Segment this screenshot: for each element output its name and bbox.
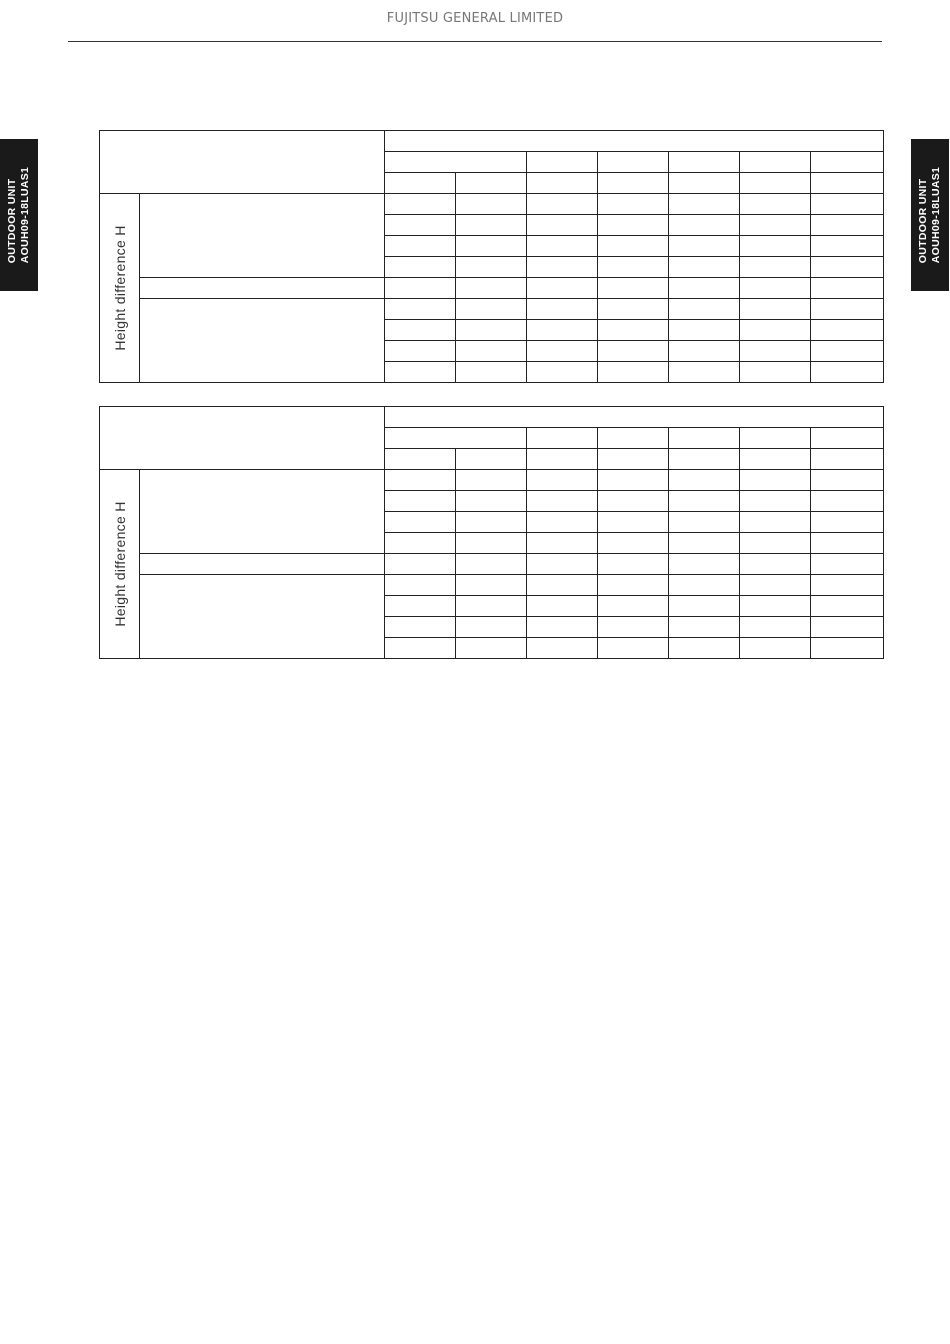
table-cell: [456, 596, 527, 617]
table-cell: [669, 470, 740, 491]
table-cell: [598, 554, 669, 575]
table-cell: [669, 215, 740, 236]
row-group-label-cell: [100, 470, 140, 659]
row-subgroup-cell: [140, 299, 385, 383]
table-cell: [740, 617, 811, 638]
table-cell: [669, 617, 740, 638]
table-cell: [740, 341, 811, 362]
table-cell: [669, 638, 740, 659]
table-cell: [456, 638, 527, 659]
table-cell: [456, 341, 527, 362]
table-cell: [527, 533, 598, 554]
table-cell: [740, 638, 811, 659]
table-cell: [740, 575, 811, 596]
side-tab-left-text: [6, 167, 32, 263]
table-cell: [527, 470, 598, 491]
table-cell: [811, 596, 884, 617]
table-cell: [598, 257, 669, 278]
table-cell: [456, 362, 527, 383]
table-cell: [811, 236, 884, 257]
table-cell: [385, 236, 456, 257]
header-cell: [527, 449, 598, 470]
side-tab-left-line1: OUTDOOR UNIT: [6, 178, 18, 264]
table-cell: [669, 299, 740, 320]
table-cell: [527, 257, 598, 278]
side-tab-left-line2: AOUH09-18LUAS1: [19, 166, 31, 264]
column-group-header-cell: [385, 407, 884, 428]
header-cell: [456, 173, 527, 194]
table-cell: [456, 236, 527, 257]
table-cell: [527, 638, 598, 659]
table-cell: [527, 278, 598, 299]
table-cell: [385, 362, 456, 383]
table-cell: [598, 299, 669, 320]
table-cell: [385, 575, 456, 596]
table-cell: [811, 638, 884, 659]
table-cell: [385, 341, 456, 362]
table-cell: [740, 491, 811, 512]
table-cell: [598, 533, 669, 554]
table-cell: [456, 470, 527, 491]
table-cell: [527, 575, 598, 596]
table-cell: [669, 512, 740, 533]
table-cell: [456, 299, 527, 320]
header-cell: [740, 173, 811, 194]
table-cell: [811, 215, 884, 236]
table-cell: [456, 257, 527, 278]
row-subgroup-cell: [140, 575, 385, 659]
table-row: [100, 470, 884, 491]
table-cell: [527, 491, 598, 512]
table-cell: [598, 596, 669, 617]
table-cell: [811, 533, 884, 554]
side-tab-right-line1: OUTDOOR UNIT: [917, 178, 929, 264]
table-cell: [740, 320, 811, 341]
table-cell: [811, 617, 884, 638]
table-cell: [669, 194, 740, 215]
header-cell: [740, 449, 811, 470]
table-cell: [598, 278, 669, 299]
row-subgroup-cell: [140, 554, 385, 575]
table-cell: [740, 533, 811, 554]
table-cell: [669, 236, 740, 257]
table-cell: [669, 278, 740, 299]
table-cell: [811, 278, 884, 299]
side-tab-left: [0, 139, 38, 291]
table-cell: [385, 617, 456, 638]
table-cell: [740, 299, 811, 320]
table-cell: [811, 554, 884, 575]
table-cell: [669, 533, 740, 554]
table-cell: [669, 575, 740, 596]
table-cell: [385, 278, 456, 299]
header-cell: [811, 449, 884, 470]
header-cell: [527, 173, 598, 194]
row-group-label-cell: [100, 194, 140, 383]
table-row: [100, 575, 884, 596]
table-cell: [527, 362, 598, 383]
row-subgroup-cell: [140, 470, 385, 554]
table-cell: [740, 257, 811, 278]
table-cell: [385, 596, 456, 617]
table-cell: [598, 194, 669, 215]
table-cell: [456, 278, 527, 299]
table-cell: [456, 512, 527, 533]
table-cell: [740, 194, 811, 215]
header-cell: [740, 152, 811, 173]
table-cell: [740, 596, 811, 617]
table-cell: [598, 320, 669, 341]
table-cell: [811, 341, 884, 362]
header-cell: [669, 173, 740, 194]
header-cell: [385, 173, 456, 194]
table-cell: [669, 362, 740, 383]
header-cell: [456, 449, 527, 470]
table-cell: [598, 638, 669, 659]
table-cell: [385, 638, 456, 659]
table-cell: [456, 320, 527, 341]
table-cell: [598, 236, 669, 257]
table-cell: [740, 215, 811, 236]
table-cell: [456, 554, 527, 575]
table-cell: [669, 341, 740, 362]
table-cell: [669, 596, 740, 617]
table-cell: [811, 575, 884, 596]
table-cell: [740, 236, 811, 257]
side-tab-right: [911, 139, 949, 291]
header-cell: [669, 428, 740, 449]
header-cell: [811, 152, 884, 173]
table-cell: [527, 341, 598, 362]
table-cell: [385, 299, 456, 320]
table-cell: [456, 617, 527, 638]
header-divider: [68, 41, 882, 42]
table-row: [100, 554, 884, 575]
table-cell: [385, 257, 456, 278]
table-row: [100, 407, 884, 428]
table-cell: [527, 320, 598, 341]
header-cell: [527, 428, 598, 449]
table-cell: [740, 278, 811, 299]
table-cell: [527, 512, 598, 533]
table-cell: [598, 362, 669, 383]
table-cell: [811, 299, 884, 320]
table-cell: [598, 215, 669, 236]
corner-header-cell: [100, 407, 385, 470]
table-cell: [385, 554, 456, 575]
table-cell: [385, 470, 456, 491]
header-cell: [598, 449, 669, 470]
header-cell: [527, 152, 598, 173]
table-cell: [811, 257, 884, 278]
table-cell: [527, 299, 598, 320]
header-cell: [385, 449, 456, 470]
header-cell: [811, 173, 884, 194]
header-cell: [811, 428, 884, 449]
table-row: [100, 194, 884, 215]
side-tab-right-text: [917, 167, 943, 263]
table-cell: [527, 554, 598, 575]
header-cell: [740, 428, 811, 449]
table-cell: [669, 320, 740, 341]
table-cell: [598, 341, 669, 362]
table-cell: [740, 362, 811, 383]
table-cell: [598, 491, 669, 512]
height-difference-label: Height difference H: [111, 225, 128, 351]
table-cell: [527, 596, 598, 617]
corner-header-cell: [100, 131, 385, 194]
table-cell: [811, 491, 884, 512]
table-cell: [527, 215, 598, 236]
table-cell: [527, 194, 598, 215]
table-cell: [811, 320, 884, 341]
table-cell: [598, 575, 669, 596]
table-cell: [385, 491, 456, 512]
table-cell: [669, 491, 740, 512]
page-header-title: FUJITSU GENERAL LIMITED: [386, 11, 564, 26]
table-cell: [456, 533, 527, 554]
header-cell: [385, 152, 527, 173]
table-cell: [598, 512, 669, 533]
table-cell: [740, 554, 811, 575]
header-cell: [598, 428, 669, 449]
table-cell: [456, 575, 527, 596]
header-cell: [598, 152, 669, 173]
row-subgroup-cell: [140, 278, 385, 299]
table-cell: [385, 533, 456, 554]
table-cell: [527, 617, 598, 638]
table-cell: [385, 320, 456, 341]
header-cell: [385, 428, 527, 449]
table-cell: [527, 236, 598, 257]
table-cell: [740, 470, 811, 491]
column-group-header-cell: [385, 131, 884, 152]
table-cell: [598, 470, 669, 491]
row-subgroup-cell: [140, 194, 385, 278]
table-cell: [385, 194, 456, 215]
table-cell: [811, 194, 884, 215]
table-row: [100, 131, 884, 152]
header-cell: [669, 152, 740, 173]
table-cell: [456, 194, 527, 215]
spec-table-1: [99, 130, 884, 383]
table-row: [100, 299, 884, 320]
table-cell: [811, 512, 884, 533]
table-cell: [385, 512, 456, 533]
table-row: [100, 278, 884, 299]
table-cell: [598, 617, 669, 638]
table-cell: [811, 470, 884, 491]
header-cell: [669, 449, 740, 470]
table-cell: [456, 491, 527, 512]
side-tab-right-line2: AOUH09-18LUAS1: [930, 166, 942, 264]
height-difference-label: Height difference H: [111, 501, 128, 627]
spec-table-2: [99, 406, 884, 659]
table-cell: [456, 215, 527, 236]
table-cell: [669, 554, 740, 575]
table-cell: [811, 362, 884, 383]
table-cell: [385, 215, 456, 236]
table-cell: [669, 257, 740, 278]
table-cell: [740, 512, 811, 533]
header-cell: [598, 173, 669, 194]
